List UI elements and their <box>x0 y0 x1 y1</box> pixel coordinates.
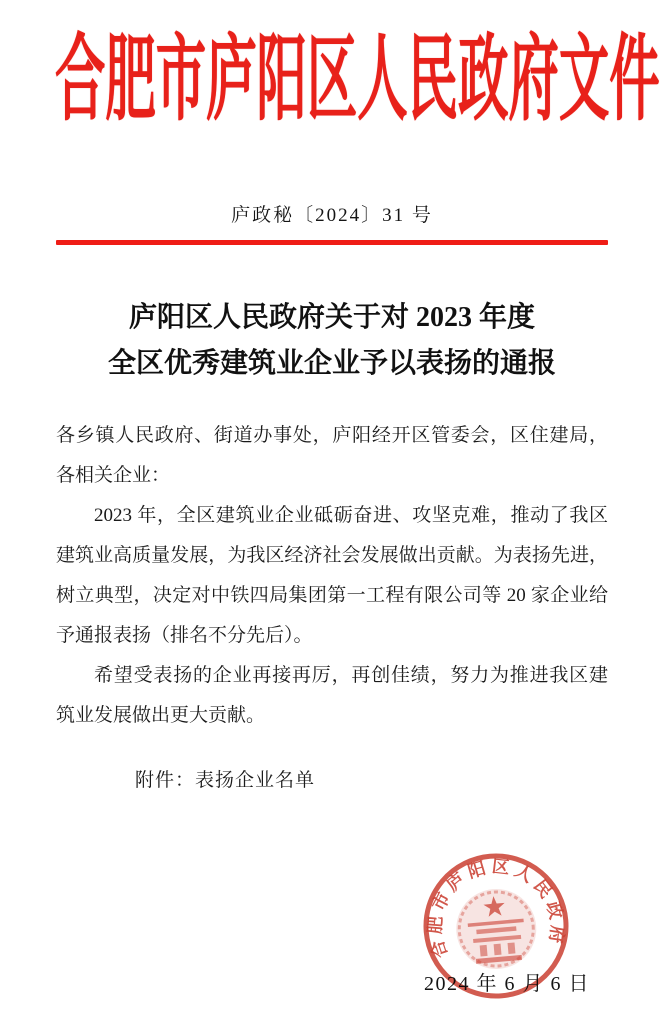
body-line-para2-2: 筑业发展做出更大贡献。 <box>56 705 266 726</box>
body-line-para1-3: 树立典型，决定对中铁四局集团第一工程有限公司等 20 家企业给 <box>56 585 608 606</box>
body-line-para1-4: 予通报表扬（排名不分先后）。 <box>56 625 313 646</box>
letterhead-title: 合肥市庐阳区人民政府文件 <box>55 28 660 132</box>
body-line-para1-2: 建筑业高质量发展，为我区经济社会发展做出贡献。为表扬先进， <box>56 545 608 566</box>
national-emblem-icon <box>453 886 540 973</box>
body-line-para2-1: 希望受表扬的企业再接再厉，再创佳绩，努力为推进我区建 <box>94 665 608 686</box>
document-title-line2: 全区优秀建筑业企业予以表扬的通报 <box>107 348 556 379</box>
attachment-note-text: 附件：表扬企业名单 <box>135 770 316 791</box>
body-line-salutation-1: 各乡镇人民政府、街道办事处，庐阳经开区管委会，区住建局， <box>56 425 608 446</box>
body-line-para1-1: 2023 年，全区建筑业企业砥砺奋进、攻坚克难，推动了我区 <box>94 505 608 526</box>
official-seal <box>413 843 580 1010</box>
issue-date: 2024 年 6 月 6 日 <box>424 973 590 995</box>
document-number: 庐政秘〔2024〕31 号 <box>231 205 433 226</box>
letterhead <box>55 28 660 132</box>
red-separator-rule <box>56 240 608 245</box>
document-title-line1: 庐阳区人民政府关于对 2023 年度 <box>128 302 535 333</box>
body-line-salutation-2: 各相关企业： <box>56 465 171 486</box>
seal-inscription-text: 合肥市庐阳区人民政府 <box>424 855 568 961</box>
document-title <box>0 295 664 387</box>
attachment-note <box>57 761 609 801</box>
body-text <box>56 416 608 736</box>
